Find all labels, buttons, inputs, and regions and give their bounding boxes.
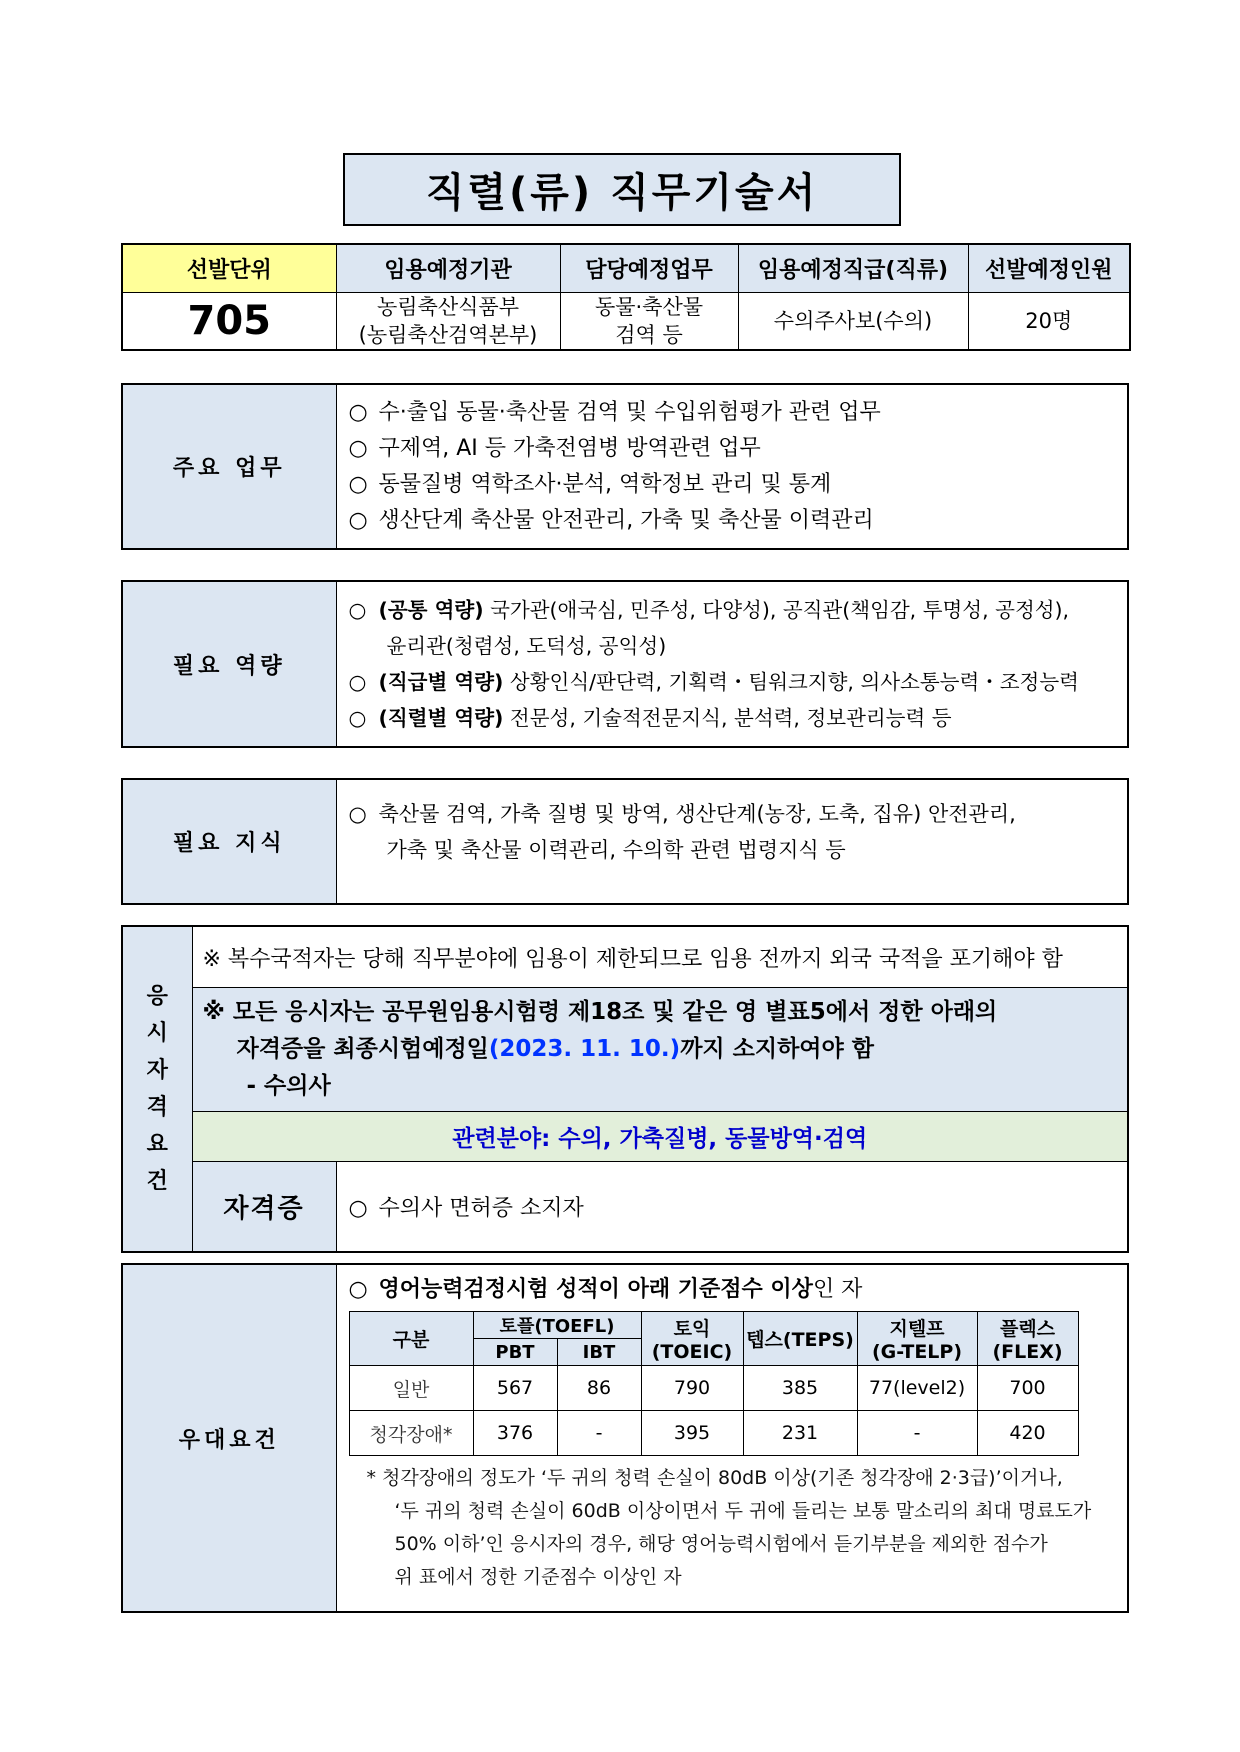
grade-value: 수의주사보(수의)	[738, 293, 968, 351]
table-row: 청각장애* 376 - 395 231 - 420	[349, 1411, 1078, 1456]
english-score-table	[349, 1311, 1079, 1456]
certificate-value: ○ 수의사 면허증 소지자	[336, 1162, 1128, 1253]
header-col-agency: 임용예정기관	[336, 244, 560, 293]
duty-item: ○ 수·출입 동물·축산물 검역 및 수입위험평가 관련 업무	[348, 399, 881, 425]
preference-label: 우대요건	[122, 1264, 336, 1612]
agency-line1: 농림축산식품부	[376, 295, 519, 319]
knowledge-content	[336, 779, 1128, 904]
qualification-side-label: 응 시 자 격 요 건	[122, 926, 192, 1252]
score-header-ibt: IBT	[557, 1339, 641, 1366]
preference-content	[336, 1264, 1128, 1612]
agency-value	[336, 293, 560, 351]
score-header-toefl: 토플(TOEFL)	[473, 1312, 641, 1339]
score-header-teps: 텝스(TEPS)	[743, 1312, 857, 1366]
competency-content	[336, 581, 1128, 747]
table-row: 일반 567 86 790 385 77(level2) 700	[349, 1366, 1078, 1411]
competency-item: ○ (공통 역량) 국가관(애국심, 민주성, 다양성), 공직관(책임감, 투명성, 공정성),	[348, 598, 1070, 622]
score-header-pbt: PBT	[473, 1339, 557, 1366]
competency-table	[121, 580, 1129, 748]
competency-item: ○ (직렬별 역량) 전문성, 기술적전문지식, 분석력, 정보관리능력 등	[348, 706, 952, 730]
knowledge-line: 가축 및 축산물 이력관리, 수의학 관련 법령지식 등	[386, 838, 846, 862]
header-col-grade: 임용예정직급(직류)	[738, 244, 968, 293]
duty-item: ○ 구제역, AI 등 가축전염병 방역관련 업무	[348, 435, 761, 461]
knowledge-line: ○ 축산물 검역, 가축 질병 및 방역, 생산단계(농장, 도축, 집유) 안전관리,	[348, 802, 1016, 826]
knowledge-label: 필요 지식	[122, 779, 336, 904]
related-fields: 관련분야: 수의, 가축질병, 동물방역·검역	[192, 1112, 1128, 1162]
dual-nationality-note: ※ 복수국적자는 당해 직무분야에 임용이 제한되므로 임용 전까지 외국 국적을 포기해야 함	[192, 926, 1128, 988]
hearing-impairment-footnote: * 청각장애의 정도가 ‘두 귀의 청력 손실이 80dB 이상(기존 청각장애 2·3급)’이거나, ‘두 귀의 청력 손실이 60dB 이상이면서 두 귀에 들리는 보통 말소리의 최대 명료도가 50% 이하’인 응시자의 경우, 해당 영어능력시험에서 듣기부분을 제외한 점수가 위 표에서 정한 기준점수 이상인 자	[366, 1467, 1092, 1588]
header-table	[121, 243, 1131, 351]
unit-value: 705	[122, 293, 336, 351]
score-header-gtelp: 지텔프 (G-TELP)	[857, 1312, 977, 1366]
certificate-label: 자격증	[192, 1162, 336, 1253]
page-title: 직렬(류) 직무기술서	[343, 153, 901, 226]
duty-line2: 검역 등	[615, 323, 683, 347]
main-duties-content	[336, 384, 1128, 549]
competency-label: 필요 역량	[122, 581, 336, 747]
score-header-toeic: 토익 (TOEIC)	[641, 1312, 743, 1366]
qualification-table	[121, 925, 1129, 1253]
preference-table	[121, 1263, 1129, 1613]
headcount-value: 20명	[968, 293, 1130, 351]
agency-line2: (농림축산검역본부)	[358, 323, 538, 347]
duty-item: ○ 동물질병 역학조사·분석, 역학정보 관리 및 통계	[348, 471, 832, 497]
duty-line1: 동물·축산물	[594, 295, 704, 319]
competency-item: ○ (직급별 역량) 상황인식/판단력, 기획력・팀워크지향, 의사소통능력・조정능력	[348, 670, 1079, 694]
duty-item: ○ 생산단계 축산물 안전관리, 가축 및 축산물 이력관리	[348, 507, 874, 533]
knowledge-table	[121, 778, 1129, 905]
score-header-gubun: 구분	[349, 1312, 473, 1366]
preference-intro: ○ 영어능력검정시험 성적이 아래 기준점수 이상인 자	[348, 1277, 863, 1302]
main-duties-label: 주요 업무	[122, 384, 336, 549]
header-col-duty: 담당예정업무	[560, 244, 738, 293]
duty-value	[560, 293, 738, 351]
competency-item-cont: 윤리관(청렴성, 도덕성, 공익성)	[386, 634, 667, 658]
certificate-requirement-note: ※ 모든 응시자는 공무원임용시험령 제18조 및 같은 영 별표5에서 정한 아래의 자격증을 최종시험예정일(2023. 11. 10.)까지 소지하여야 함 - 수의사	[192, 988, 1128, 1112]
header-col-headcount: 선발예정인원	[968, 244, 1130, 293]
main-duties-table	[121, 383, 1129, 550]
header-col-unit: 선발단위	[122, 244, 336, 293]
score-header-flex: 플렉스 (FLEX)	[977, 1312, 1078, 1366]
